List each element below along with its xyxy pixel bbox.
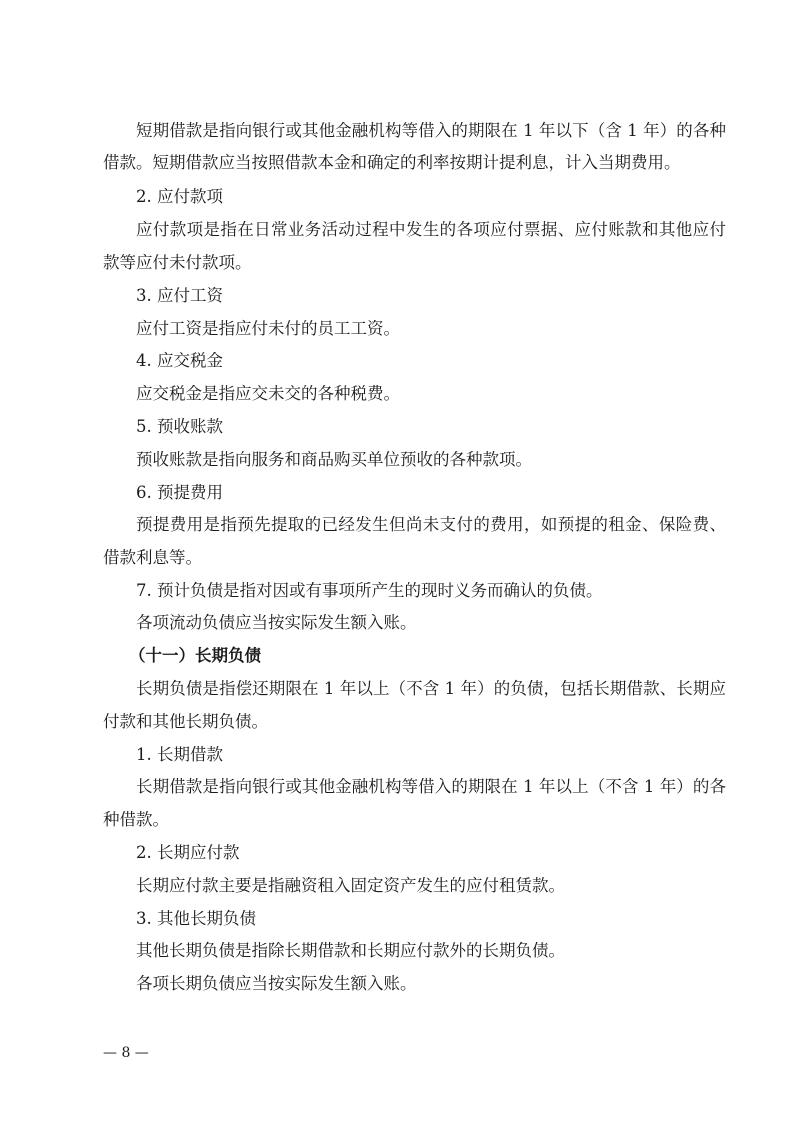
paragraph-long-term-liabilities-line2: 付款和其他长期负债。 [103, 712, 268, 731]
heading-accrued-expenses: 6. 预提费用 [136, 483, 223, 502]
paragraph-long-term-liabilities-recording: 各项长期负债应当按实际发生额入账。 [136, 974, 417, 993]
heading-taxes-payable: 4. 应交税金 [136, 351, 223, 370]
paragraph-long-term-loans-line1: 长期借款是指向银行或其他金融机构等借入的期限在 1 年以上（不含 1 年）的各 [136, 777, 726, 796]
paragraph-long-term-loans-line2: 种借款。 [103, 810, 169, 829]
paragraph-current-liabilities-recording: 各项流动负债应当按实际发生额入账。 [136, 613, 417, 632]
page-number: — 8 — [103, 1045, 149, 1061]
paragraph-wages-payable: 应付工资是指应付未付的员工工资。 [136, 319, 400, 338]
section-heading-long-term-liabilities: （十一）长期负债 [129, 646, 261, 665]
paragraph-short-term-loan-line1: 短期借款是指向银行或其他金融机构等借入的期限在 1 年以下（含 1 年）的各种 [136, 121, 726, 140]
heading-accounts-payable: 2. 应付款项 [136, 187, 223, 206]
heading-long-term-payables: 2. 长期应付款 [136, 843, 240, 862]
paragraph-accrued-expenses-line2: 借款利息等。 [103, 548, 202, 567]
paragraph-long-term-liabilities-line1: 长期负债是指偿还期限在 1 年以上（不含 1 年）的负债，包括长期借款、长期应 [136, 679, 726, 698]
heading-advance-receipts: 5. 预收账款 [136, 417, 223, 436]
heading-wages-payable: 3. 应付工资 [136, 286, 223, 305]
paragraph-other-long-term-liabilities: 其他长期负债是指除长期借款和长期应付款外的长期负债。 [136, 941, 565, 960]
heading-other-long-term-liabilities: 3. 其他长期负债 [136, 909, 256, 928]
paragraph-short-term-loan-line2: 借款。短期借款应当按照借款本金和确定的利率按期计提利息，计入当期费用。 [103, 153, 681, 172]
paragraph-accrued-expenses-line1: 预提费用是指预先提取的已经发生但尚未支付的费用，如预提的租金、保险费、 [136, 515, 726, 534]
paragraph-accounts-payable-line1: 应付款项是指在日常业务活动过程中发生的各项应付票据、应付账款和其他应付 [136, 220, 726, 239]
paragraph-advance-receipts: 预收账款是指向服务和商品购买单位预收的各种款项。 [136, 450, 532, 469]
heading-long-term-loans: 1. 长期借款 [136, 745, 223, 764]
paragraph-estimated-liabilities: 7. 预计负债是指对因或有事项所产生的现时义务而确认的负债。 [136, 581, 603, 600]
paragraph-taxes-payable: 应交税金是指应交未交的各种税费。 [136, 384, 400, 403]
paragraph-accounts-payable-line2: 款等应付未付款项。 [103, 253, 252, 272]
paragraph-long-term-payables: 长期应付款主要是指融资租入固定资产发生的应付租赁款。 [136, 876, 565, 895]
